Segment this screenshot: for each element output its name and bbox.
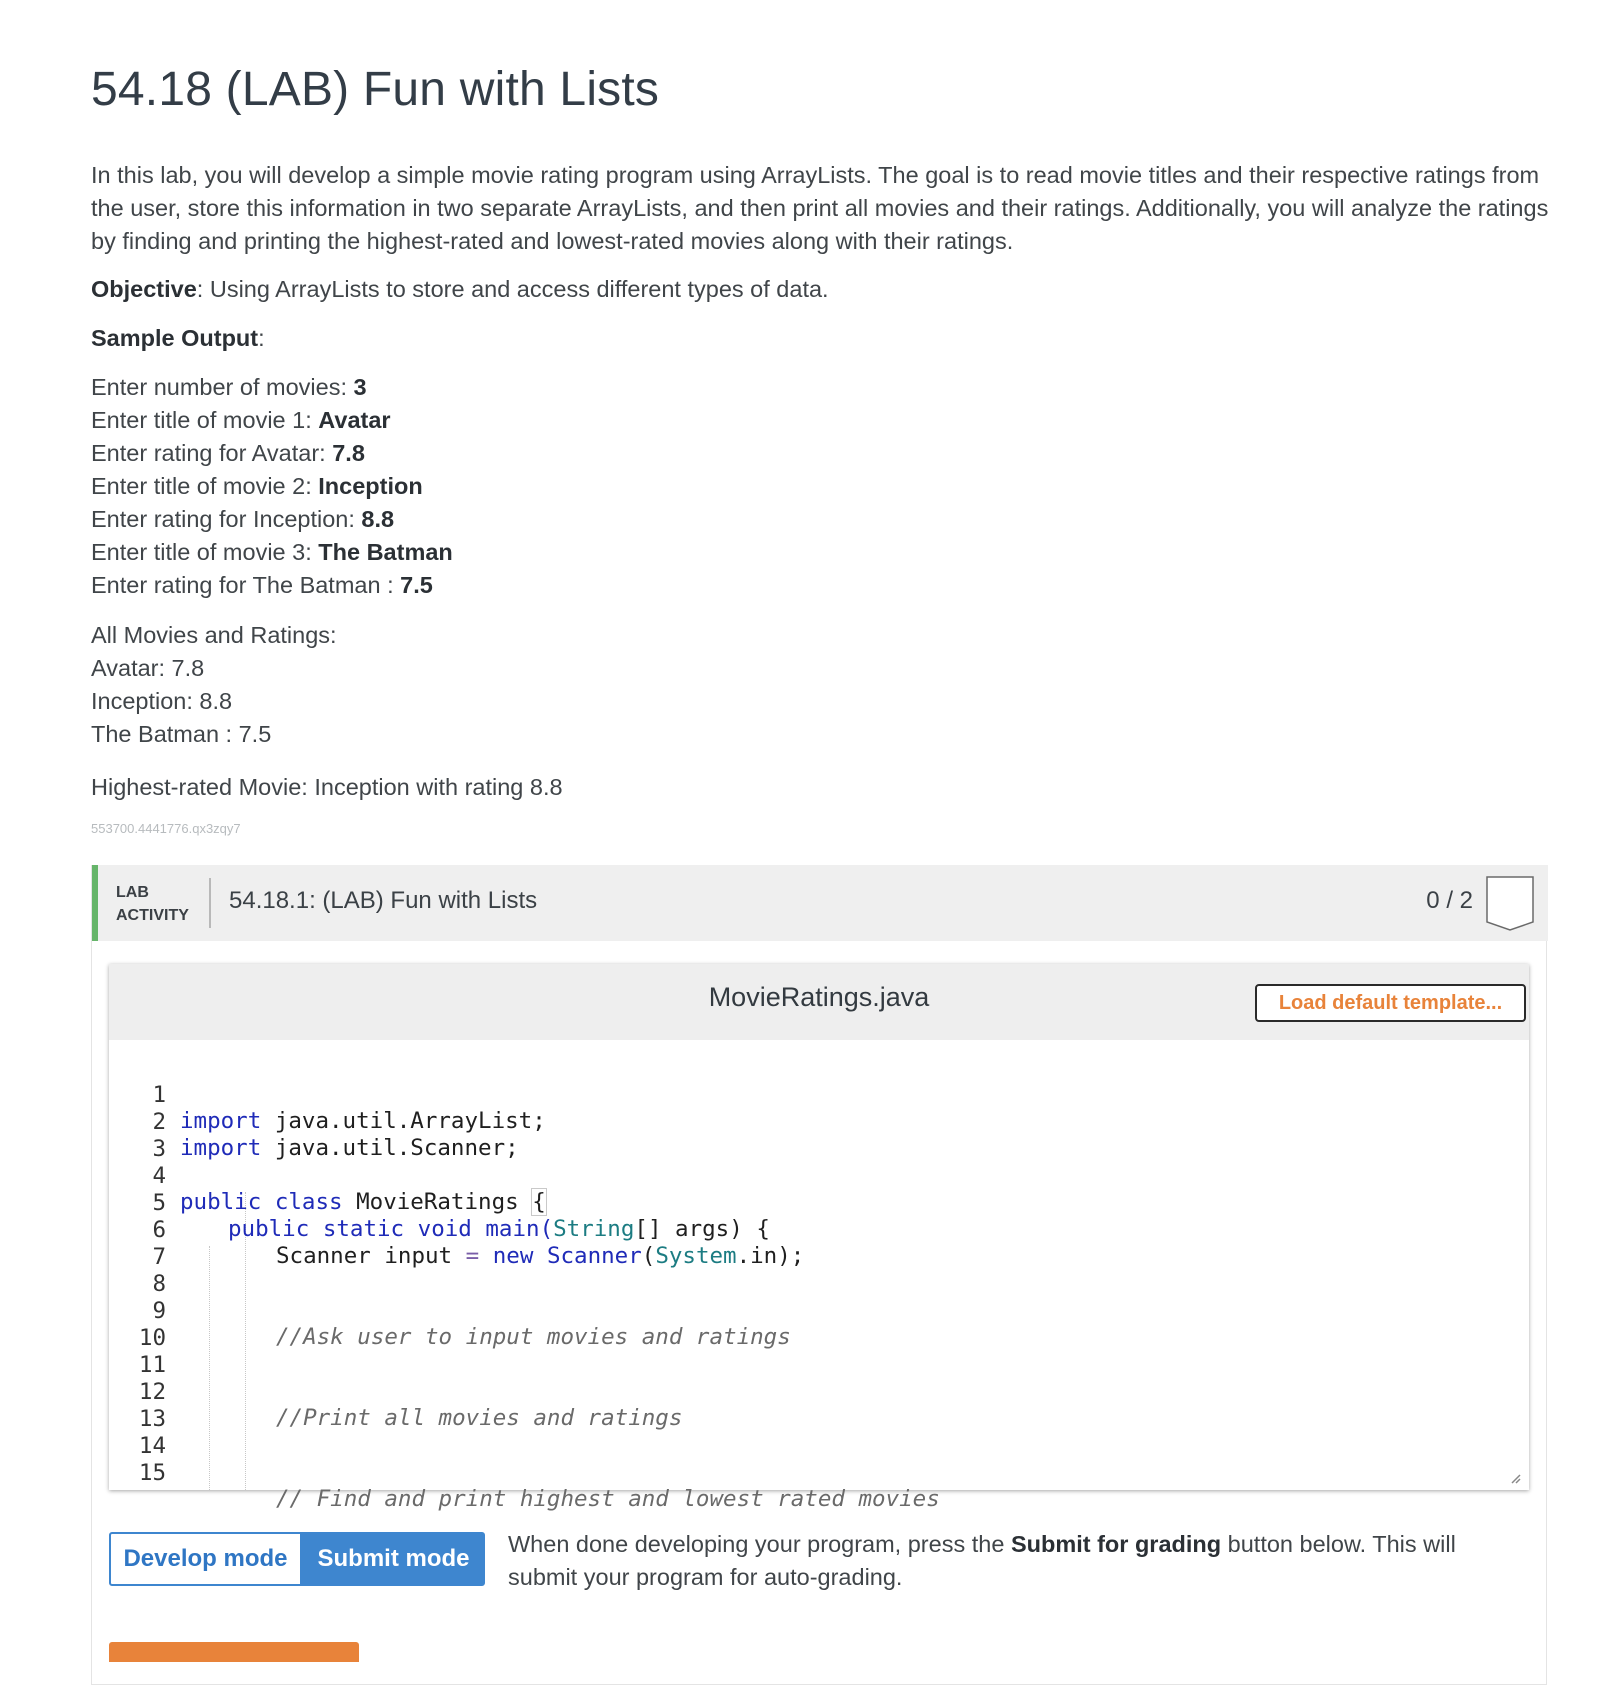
help-prefix: When done developing your program, press the xyxy=(508,1531,1011,1557)
sample-io-block xyxy=(91,371,1551,602)
code-type: String xyxy=(553,1216,635,1242)
io-prompt: Enter rating for Avatar: xyxy=(91,440,333,466)
code-line xyxy=(109,1137,1529,1215)
line-number: 14 xyxy=(138,1433,166,1459)
line-number: 10 xyxy=(138,1325,166,1351)
io-prompt: Enter rating for Inception: xyxy=(91,506,362,532)
section-id: 553700.4441776.qx3zqy7 xyxy=(91,821,241,836)
line-number: 13 xyxy=(138,1406,166,1432)
lab-activity-tag xyxy=(116,881,196,927)
load-default-template-button[interactable]: Load default template... xyxy=(1255,984,1526,1022)
io-input: 3 xyxy=(353,374,367,400)
page-title: 54.18 (LAB) Fun with Lists xyxy=(91,63,660,116)
io-line xyxy=(91,503,1551,536)
sample-output-heading xyxy=(91,322,1551,355)
code-keyword: import xyxy=(180,1108,262,1134)
help-bold: Submit for grading xyxy=(1010,1531,1222,1557)
code-text-area[interactable] xyxy=(109,1040,1529,1512)
code-token: java.util.ArrayList; xyxy=(261,1108,546,1134)
code-keyword: new xyxy=(492,1243,534,1269)
io-line xyxy=(91,404,1551,437)
editor-header xyxy=(109,964,1529,1040)
intro-paragraph: In this lab, you will develop a simple movie rating program using ArrayLists. The goal is to read movie titles and their respective ratings from the user, store this information in two separate ArrayLists, and then print all movies and their ratings. Additionally, you will analyze the ratings by finding and printing the highest-rated and lowest-rated movies along with their ratings. xyxy=(91,162,1549,254)
resize-grip-icon[interactable] xyxy=(1509,1472,1521,1484)
submit-for-grading-button[interactable] xyxy=(109,1642,359,1662)
code-line xyxy=(109,1326,1529,1378)
lab-activity-title: 54.18.1: (LAB) Fun with Lists xyxy=(229,887,538,914)
io-input: 7.5 xyxy=(400,572,433,598)
output-line: All Movies and Ratings: xyxy=(91,622,337,648)
develop-mode-button[interactable]: Develop mode xyxy=(109,1532,302,1586)
code-operator: = xyxy=(465,1243,480,1269)
code-line xyxy=(109,1245,1529,1297)
code-comment: // Find and print highest and lowest rated movies xyxy=(276,1486,940,1512)
output-line: Inception: 8.8 xyxy=(91,688,233,714)
line-number: 2 xyxy=(152,1109,166,1135)
line-number: 3 xyxy=(152,1136,166,1162)
mode-help-text xyxy=(508,1528,1468,1594)
code-token: ( xyxy=(641,1243,656,1269)
highest-rated-line: Highest-rated Movie: Inception with rating 8.8 xyxy=(91,774,563,800)
objective-paragraph xyxy=(91,273,1551,306)
lab-activity-header xyxy=(92,865,1548,941)
objective-label: Objective xyxy=(91,276,197,302)
code-type: System xyxy=(655,1243,737,1269)
lab-tag-line2: ACTIVITY xyxy=(116,907,189,924)
lab-tag-line1: LAB xyxy=(116,884,149,901)
badge-outline-icon xyxy=(1486,876,1534,931)
lab-activity xyxy=(91,865,1547,1685)
file-name: MovieRatings.java xyxy=(708,982,930,1012)
code-comment: //Ask user to input movies and ratings xyxy=(276,1324,791,1350)
code-keyword: import xyxy=(180,1135,262,1161)
code-token: java.util.Scanner; xyxy=(261,1135,519,1161)
io-input: 8.8 xyxy=(361,506,395,532)
submit-mode-button[interactable]: Submit mode xyxy=(302,1532,485,1586)
output-line: Avatar: 7.8 xyxy=(91,655,205,681)
io-input: The Batman xyxy=(318,539,453,565)
io-input: Avatar xyxy=(318,407,391,433)
code-token: [] args) { xyxy=(634,1216,770,1242)
code-keyword: class xyxy=(274,1189,343,1215)
lab-header-divider xyxy=(209,878,211,928)
line-number: 15 xyxy=(138,1460,166,1486)
line-number: 11 xyxy=(138,1352,166,1378)
line-number: 4 xyxy=(152,1163,166,1189)
code-line xyxy=(109,1056,1529,1134)
code-line xyxy=(109,1434,1529,1512)
code-comment: //Print all movies and ratings xyxy=(276,1405,683,1431)
code-keyword: void xyxy=(417,1216,472,1242)
code-line xyxy=(109,1407,1529,1459)
output-line: The Batman : 7.5 xyxy=(91,721,272,747)
mode-toggle xyxy=(109,1532,485,1586)
code-brace: { xyxy=(532,1189,546,1215)
io-line xyxy=(91,371,1551,404)
io-line xyxy=(91,536,1551,569)
code-token: main( xyxy=(485,1216,554,1242)
io-prompt: Enter number of movies: xyxy=(91,374,354,400)
io-prompt: Enter rating for The Batman : xyxy=(91,572,401,598)
code-token: Scanner input xyxy=(276,1243,466,1269)
line-number: 7 xyxy=(152,1244,166,1270)
sample-output-label: Sample Output xyxy=(91,325,259,351)
sample-output-suffix: : xyxy=(258,325,265,351)
code-keyword: public xyxy=(180,1189,262,1215)
line-number: 9 xyxy=(152,1298,166,1324)
line-number: 6 xyxy=(152,1217,166,1243)
help-suffix: button below. This will submit your program for auto-grading. xyxy=(508,1531,1456,1590)
code-type: Scanner xyxy=(546,1243,642,1269)
objective-text: : Using ArrayLists to store and access different types of data. xyxy=(196,276,829,302)
line-number: 12 xyxy=(138,1379,166,1405)
line-number: 5 xyxy=(152,1190,166,1216)
line-number: 8 xyxy=(152,1271,166,1297)
io-prompt: Enter title of movie 3: xyxy=(91,539,319,565)
io-line xyxy=(91,569,1551,602)
io-prompt: Enter title of movie 2: xyxy=(91,473,319,499)
io-line xyxy=(91,437,1551,470)
lab-score: 0 / 2 xyxy=(1426,887,1473,914)
io-prompt: Enter title of movie 1: xyxy=(91,407,319,433)
code-token: .in); xyxy=(736,1243,805,1269)
code-keyword: static xyxy=(322,1216,405,1242)
line-number: 1 xyxy=(152,1082,166,1108)
io-input: 7.8 xyxy=(332,440,365,466)
all-movies-block xyxy=(91,619,1551,751)
code-keyword: public xyxy=(228,1216,310,1242)
code-token: MovieRatings xyxy=(356,1189,519,1215)
io-input: Inception xyxy=(318,473,423,499)
io-line xyxy=(91,470,1551,503)
code-editor xyxy=(109,964,1529,1512)
